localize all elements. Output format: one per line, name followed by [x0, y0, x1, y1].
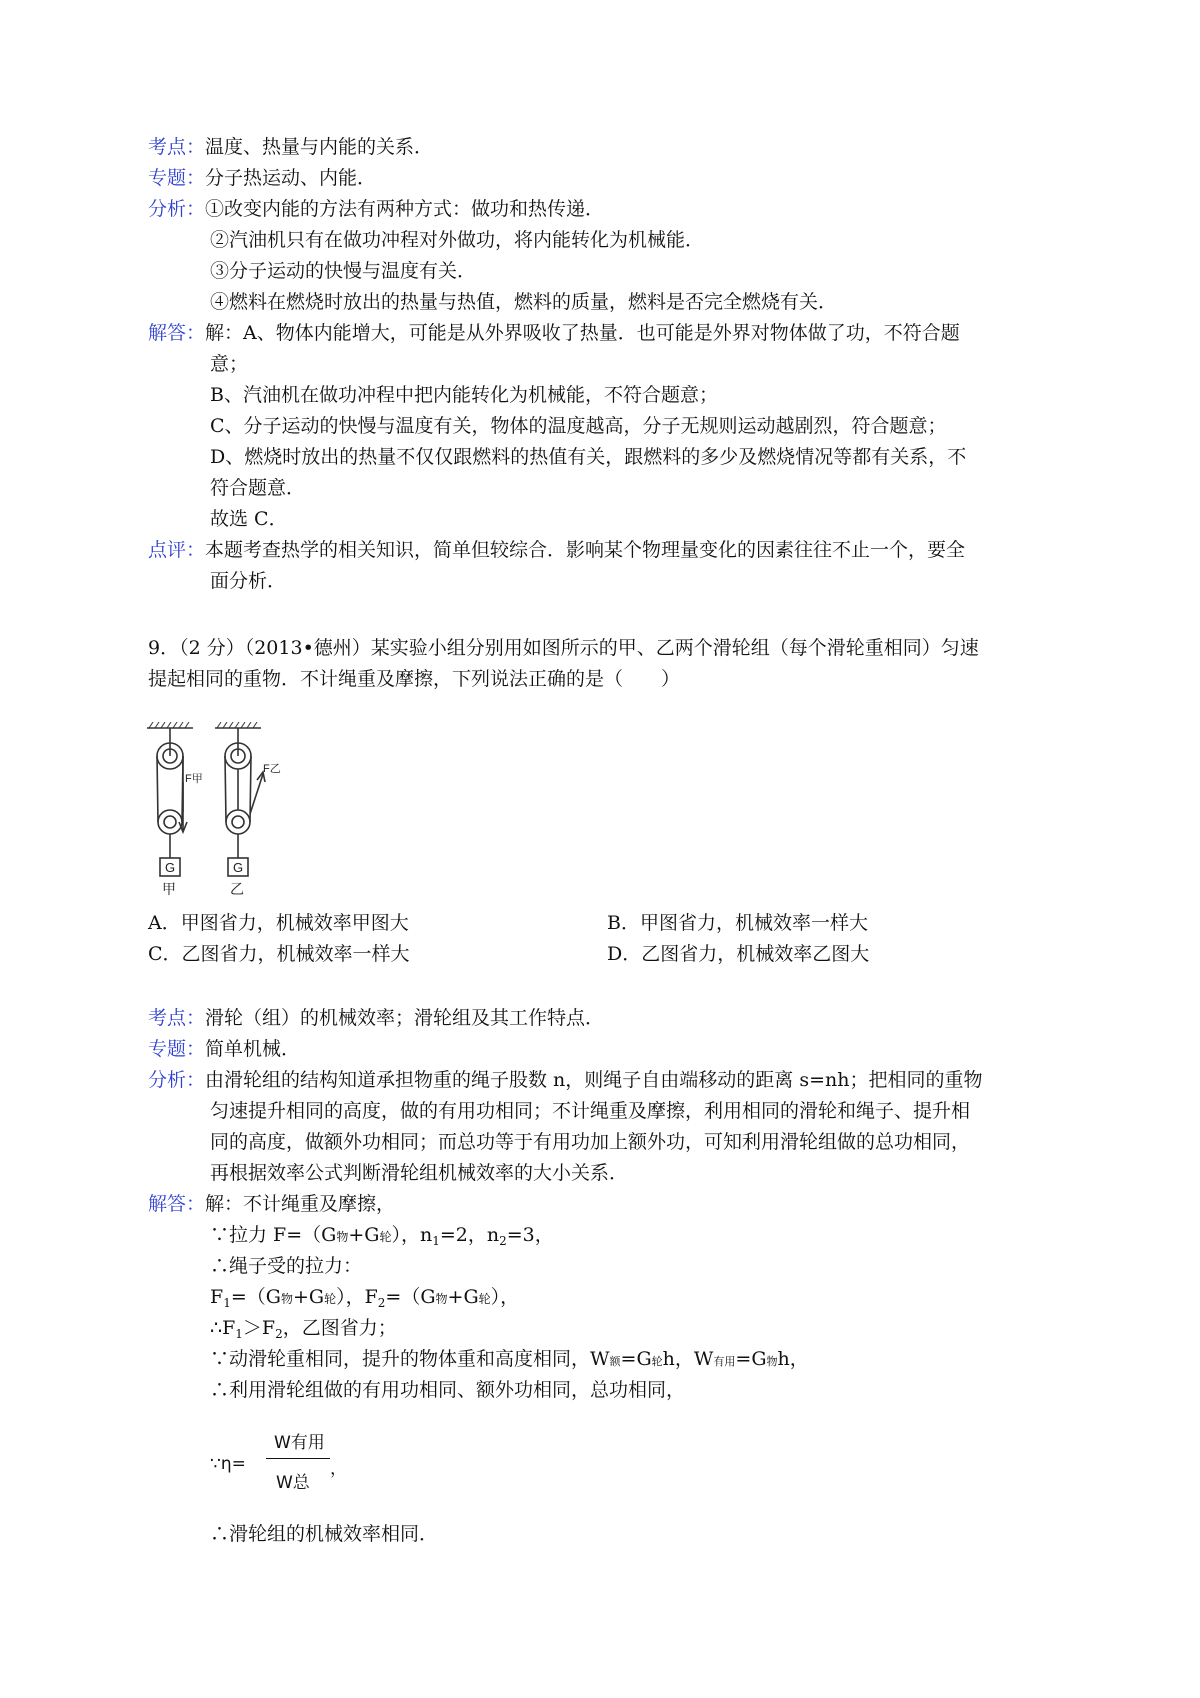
- force-label-jia: F甲: [185, 773, 203, 785]
- force-label-yi: F乙: [263, 763, 281, 775]
- fenxi-line: 再根据效率公式判断滑轮组机械效率的大小关系．: [210, 1162, 629, 1184]
- dianping-row-1: 点评：本题考查热学的相关知识，简单但较综合．影响某个物理量变化的因素往往不止一个，要全: [148, 539, 966, 561]
- question-stem: 提起相同的重物．不计绳重及摩擦，下列说法正确的是（ ）: [148, 668, 681, 690]
- rope-force-line: ∴绳子受的拉力：: [210, 1255, 363, 1277]
- same-work-line: ∴利用滑轮组做的有用功相同、额外功相同，总功相同，: [210, 1379, 686, 1401]
- fenxi-row-2: 分析：由滑轮组的结构知道承担物重的绳子股数 n，则绳子自由端移动的距离 s=nh；把相同的重物: [148, 1069, 983, 1091]
- jieda-line: D、燃烧时放出的热量不仅仅跟燃料的热值有关，跟燃料的多少及燃烧情况等都有关系，不: [210, 446, 967, 468]
- fenxi-line: ②汽油机只有在做功冲程对外做功，将内能转化为机械能．: [210, 229, 705, 251]
- jieda-line: B、汽油机在做功冲程中把内能转化为机械能，不符合题意；: [210, 384, 718, 406]
- jieda-line: 意；: [210, 353, 249, 375]
- movable-pulley-yi: [226, 810, 250, 834]
- figure-label-jia: 甲: [162, 882, 176, 898]
- option-b[interactable]: B．甲图省力，机械效率一样大: [607, 912, 868, 934]
- fenxi-line: 匀速提升相同的高度，做的有用功相同；不计绳重及摩擦，利用相同的滑轮和绳子、提升相: [210, 1100, 971, 1122]
- kaodian-row-2: 考点：滑轮（组）的机械效率；滑轮组及其工作特点．: [148, 1007, 605, 1029]
- f1-f2-line: $F_1=(G$物+G轮），$F_2=(G$物+G轮），: [210, 1286, 520, 1310]
- pull-force-line: ∵拉力 F=（G物+G轮），$n_1=2$，$n_2=3$，: [210, 1224, 554, 1248]
- dianping-line: 面分析．: [210, 570, 287, 592]
- jieda-row-1: 解答：解：A、物体内能增大，可能是从外界吸收了热量．也可能是外界对物体做了功，不符合题: [148, 322, 960, 344]
- fraction-denominator: W总: [276, 1473, 310, 1493]
- movable-pulley-jia: [158, 810, 182, 834]
- fenxi-row-1: 分析：①改变内能的方法有两种方式：做功和热传递．: [148, 198, 605, 220]
- figure-label-yi: 乙: [230, 882, 244, 898]
- weight-label-jia: G: [165, 860, 176, 875]
- jieda-row-2: 解答：解：不计绳重及摩擦，: [148, 1193, 396, 1215]
- weight-label-yi: G: [233, 860, 244, 875]
- option-c[interactable]: C．乙图省力，机械效率一样大: [148, 943, 410, 965]
- fenxi-line: 同的高度，做额外功相同；而总功等于有用功加上额外功，可知利用滑轮组做的总功相同，: [210, 1131, 971, 1153]
- zhuanti-row-1: 专题：分子热运动、内能．: [148, 167, 377, 189]
- fraction-numerator: W有用: [274, 1433, 325, 1453]
- fenxi-line: ③分子运动的快慢与温度有关．: [210, 260, 477, 282]
- option-d[interactable]: D．乙图省力，机械效率乙图大: [607, 943, 870, 965]
- pulley-figure: [145, 722, 295, 898]
- option-a[interactable]: A．甲图省力，机械效率甲图大: [148, 912, 409, 934]
- fraction-comma: ，: [330, 1459, 347, 1479]
- compare-line: $\therefore F_1>F_2$，乙图省力；: [210, 1317, 397, 1341]
- jieda-line: 符合题意．: [210, 477, 306, 499]
- fenxi-line: ④燃料在燃烧时放出的热量与热值，燃料的质量，燃料是否完全燃烧有关．: [210, 291, 838, 313]
- conclusion-line: ∴滑轮组的机械效率相同．: [210, 1523, 439, 1545]
- jieda-line: C、分子运动的快慢与温度有关，物体的温度越高，分子无规则运动越剧烈，符合题意；: [210, 415, 947, 437]
- question-stem: 9．（2 分）（2013•德州）某实验小组分别用如图所示的甲、乙两个滑轮组（每个滑轮重相同）匀速: [148, 637, 979, 659]
- eta-prefix: ∵η=: [210, 1454, 246, 1474]
- work-line: ∵动滑轮重相同，提升的物体重和高度相同，W额=G轮h，W有用=G物h，: [210, 1348, 809, 1370]
- zhuanti-row-2: 专题：简单机械．: [148, 1038, 301, 1060]
- jieda-line: 故选 C．: [210, 508, 288, 530]
- fraction-bar: [266, 1458, 330, 1459]
- kaodian-row-1: 考点：温度、热量与内能的关系．: [148, 136, 434, 158]
